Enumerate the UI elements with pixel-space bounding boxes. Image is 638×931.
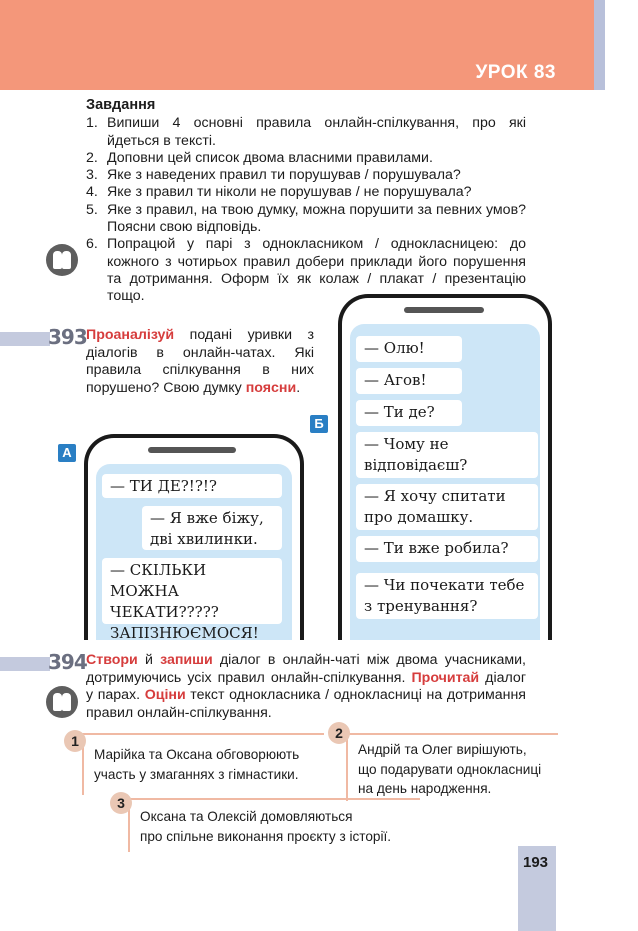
label-b: Б bbox=[310, 415, 328, 433]
card-line: що подарувати однокласниці bbox=[358, 761, 542, 777]
keyword: Створи bbox=[86, 652, 138, 668]
chat-bubble: — Ти вже робила? bbox=[356, 536, 538, 562]
item-text: Випиши 4 основні правила онлайн-спілкування, про які йдеться в тексті. bbox=[107, 115, 526, 149]
item-text: Попрацюй у парі з однокласником / однокласницею: до кожного з чотирьох правил добери приклади його порушення та дотримання. Оформ їх як колаж / плакат / презентацію тощо. bbox=[107, 236, 526, 305]
page-number: 193 bbox=[523, 854, 549, 871]
keyword: Прочитай bbox=[411, 669, 480, 686]
list-item bbox=[86, 150, 526, 167]
keyword: Проаналізуй bbox=[86, 327, 175, 343]
tasks-list bbox=[86, 115, 526, 305]
exercise-bar bbox=[0, 332, 50, 346]
exercise-number: 394 bbox=[48, 650, 87, 674]
exercise-bar bbox=[0, 657, 50, 671]
chat-bubble: — Я хочу спитати про домашку. bbox=[356, 484, 538, 530]
keyword: Оціни bbox=[144, 687, 186, 703]
lesson-title: УРОК 83 bbox=[475, 62, 556, 83]
exercise-394-text bbox=[86, 652, 526, 722]
chat-bubble: — Агов! bbox=[356, 368, 462, 394]
chat-bubble: — Я вже біжу, дві хвилинки. bbox=[142, 506, 282, 550]
item-text: Яке з наведених правил ти порушував / порушувала? bbox=[107, 167, 461, 184]
item-number: 6. bbox=[86, 236, 98, 253]
item-number: 1. bbox=[86, 115, 98, 132]
card-line: Марійка та Оксана обговорюють bbox=[94, 747, 300, 762]
keyword: поясни bbox=[245, 379, 297, 396]
card-number: 1 bbox=[64, 730, 86, 752]
card-line: про спільне виконання проєкту з історії. bbox=[140, 828, 392, 844]
list-item bbox=[86, 202, 526, 237]
chat-bubble: — Ти де? bbox=[356, 400, 462, 426]
card-line: Оксана та Олексій домовляються bbox=[140, 809, 353, 824]
text: текст однокласника / однокласниці на дотримання правил онлайн-спілкування. bbox=[86, 687, 526, 721]
item-number: 4. bbox=[86, 184, 98, 201]
list-item bbox=[86, 184, 526, 201]
card-number: 3 bbox=[110, 792, 132, 814]
phone-speaker bbox=[404, 307, 484, 313]
text: діалог у парах. bbox=[86, 669, 526, 703]
phone-b bbox=[338, 294, 552, 640]
text: подані уривки з діалогів в онлайн-чатах. Які правила спілкування в них порушено? Свою думку bbox=[86, 327, 314, 396]
list-item bbox=[86, 167, 526, 184]
list-item bbox=[86, 115, 526, 150]
card-line: на день народження. bbox=[358, 781, 492, 796]
keyword: запиши bbox=[160, 652, 213, 668]
exercise-number: 393 bbox=[48, 325, 87, 349]
tasks-title: Завдання bbox=[86, 97, 156, 113]
chat-bubble: — СКІЛЬКИ МОЖНА ЧЕКАТИ????? ЗАПІЗНЮЄМОСЯ! bbox=[102, 558, 282, 624]
card-line: участь у змаганнях з гімнастики. bbox=[94, 766, 299, 782]
topic-card-2 bbox=[358, 740, 541, 799]
header-stripe bbox=[594, 0, 605, 90]
text: діалог в онлайн-чаті між двома учасниками, дотримуючись усіх правил онлайн-спілкування. bbox=[86, 652, 526, 686]
pair-work-icon bbox=[46, 686, 78, 718]
item-text: Яке з правил ти ніколи не порушував / не порушувала? bbox=[107, 184, 472, 201]
item-number: 3. bbox=[86, 167, 98, 184]
text: й bbox=[137, 652, 161, 668]
item-number: 5. bbox=[86, 201, 98, 218]
item-number: 2. bbox=[86, 149, 98, 166]
pair-work-icon bbox=[46, 244, 78, 276]
topic-card-3 bbox=[140, 807, 391, 846]
chat-bubble: — Олю! bbox=[356, 336, 462, 362]
phone-a bbox=[84, 434, 304, 640]
chat-bubble: — Чому не відповідаєш? bbox=[356, 432, 538, 478]
tasks-block bbox=[86, 97, 526, 306]
text: . bbox=[296, 379, 301, 396]
chat-bubble: — Чи почекати тебе з тренування? bbox=[356, 573, 538, 619]
item-text: Доповни цей список двома власними правилами. bbox=[107, 149, 433, 166]
topic-card-1 bbox=[94, 745, 299, 784]
item-text: Яке з правил, на твою думку, можна порушити за певних умов? Поясни свою відповідь. bbox=[107, 201, 526, 236]
chat-bubble: — ТИ ДЕ?!?!? bbox=[102, 474, 282, 498]
exercise-393-text bbox=[86, 327, 314, 397]
phone-speaker bbox=[148, 447, 236, 453]
label-a: А bbox=[58, 444, 76, 462]
card-line: Андрій та Олег вирішують, bbox=[358, 742, 527, 757]
card-number: 2 bbox=[328, 722, 350, 744]
